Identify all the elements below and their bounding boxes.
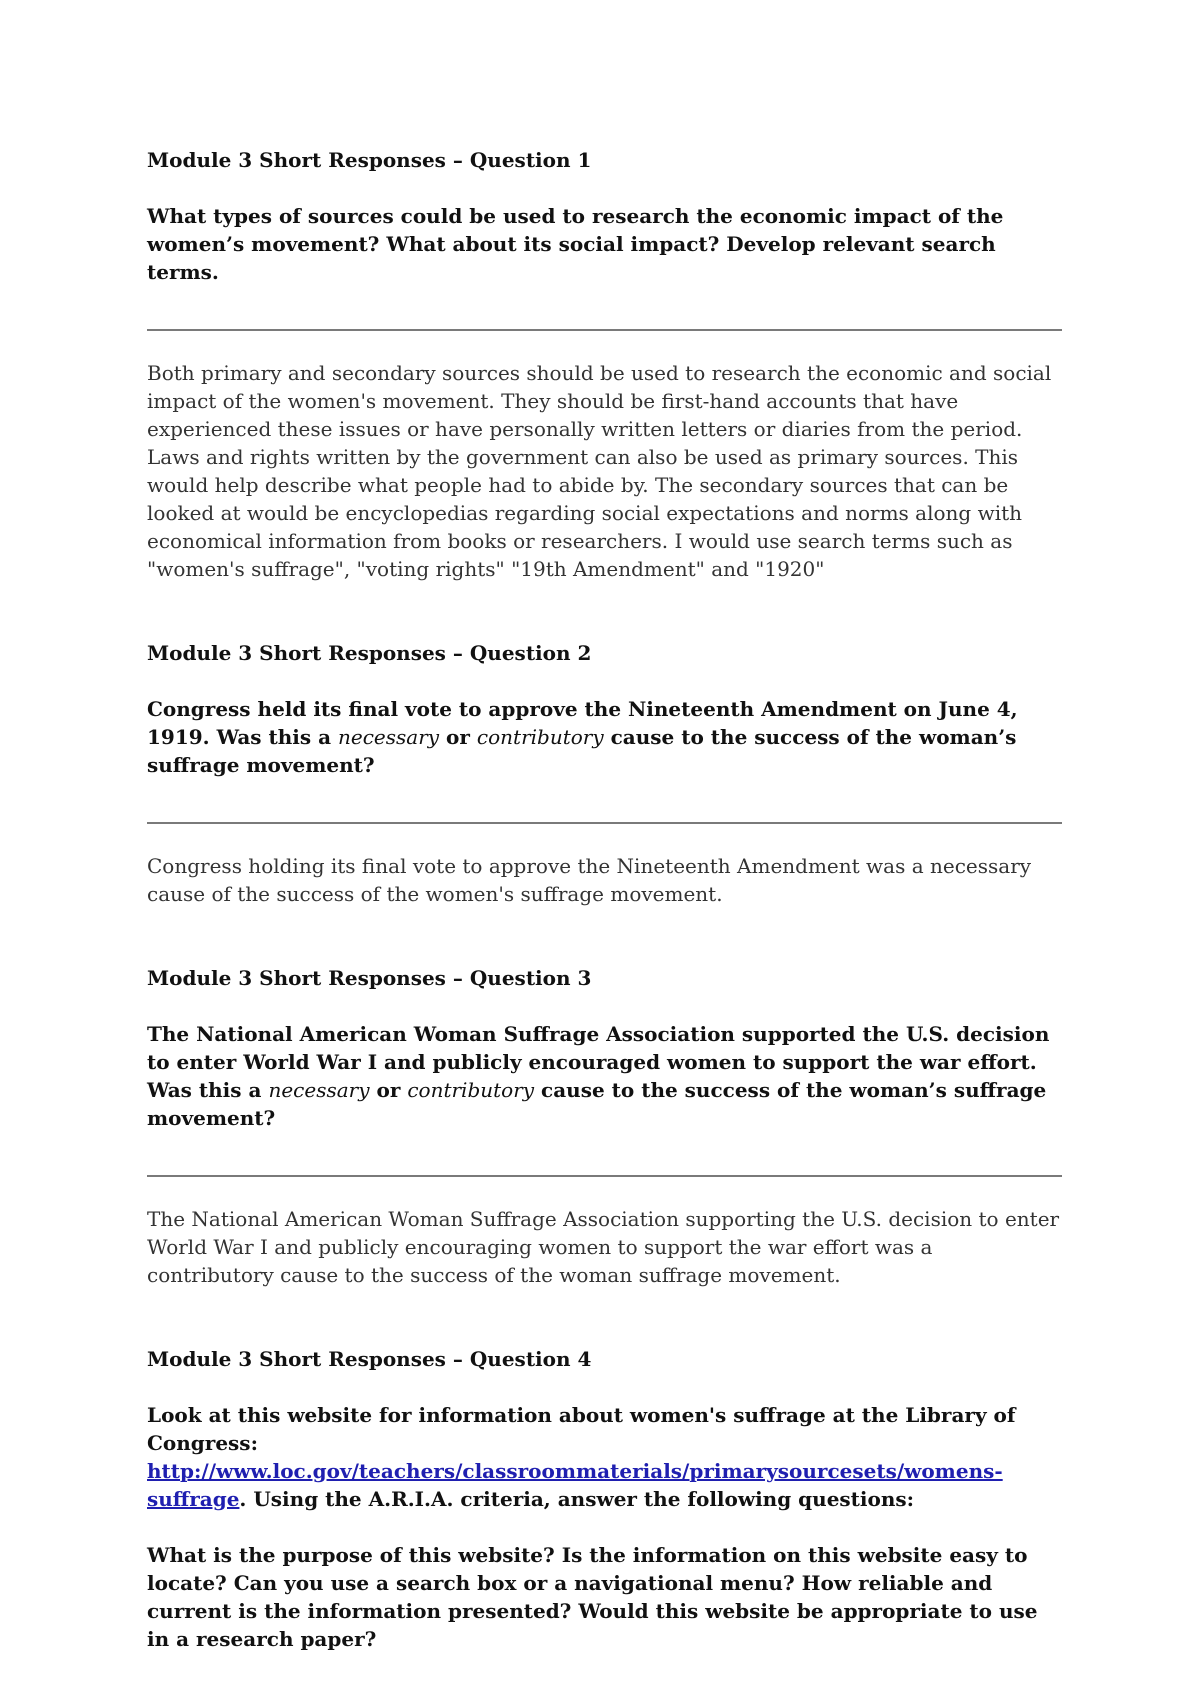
question-3-prompt-contributory: contributory: [407, 1078, 535, 1102]
question-4-prompt: [147, 1401, 1062, 1513]
question-3-divider: [147, 1175, 1062, 1177]
question-1-divider: [147, 329, 1062, 331]
question-4-prompt-start: Look at this website for information about women's suffrage at the Library of Congress:: [147, 1403, 1016, 1455]
question-4-aria-questions: What is the purpose of this website? Is the information on this website easy to locate? Can you use a search box or a navigational menu? How reliable and current is the information presented? Would this website be appropriate to use in a research paper?: [147, 1543, 1038, 1651]
question-1-prompt: What types of sources could be used to research the economic impact of the women’s movement? What about its social impact? Develop relevant search terms.: [147, 204, 1004, 284]
question-1-heading: Module 3 Short Responses – Question 1: [147, 148, 592, 172]
question-2-prompt-end: cause to the success of the woman’s suffrage movement?: [147, 725, 1017, 777]
question-3-prompt-start: The National American Woman Suffrage Association supported the U.S. decision to enter World War I and publicly encouraged women to support the war effort. Was this a: [147, 1022, 1050, 1102]
question-2-answer: Congress holding its final vote to approve the Nineteenth Amendment was a necessary cause of the success of the women's suffrage movement.: [147, 854, 1032, 906]
library-of-congress-link[interactable]: http://www.loc.gov/teachers/classroommaterials/primarysourcesets/womens-suffrage: [147, 1459, 1003, 1511]
question-2-divider: [147, 822, 1062, 824]
question-2-prompt-or: or: [439, 725, 477, 749]
document-page: [147, 138, 1062, 1653]
question-3-prompt-necessary: necessary: [268, 1078, 370, 1102]
question-3-answer: The National American Woman Suffrage Association supporting the U.S. decision to enter World War I and publicly encouraging women to support the war effort was a contributory cause to the success of the woman suffrage movement.: [147, 1207, 1060, 1287]
question-3-heading: Module 3 Short Responses – Question 3: [147, 966, 592, 990]
question-1-answer: Both primary and secondary sources should be used to research the economic and social impact of the women's movement. They should be first-hand accounts that have experienced these issues or have personally written letters or diaries from the period. Laws and rights written by the government can also be used as primary sources. This would help describe what people had to abide by. The secondary sources that can be looked at would be encyclopedias regarding social expectations and norms along with economical information from books or researchers. I would use search terms such as "women's suffrage", "voting rights" "19th Amendment" and "1920": [147, 361, 1052, 581]
question-4-prompt-end: . Using the A.R.I.A. criteria, answer the following questions:: [239, 1487, 915, 1511]
question-2-prompt: [147, 695, 1062, 779]
question-3-prompt: [147, 1020, 1062, 1132]
question-2-prompt-necessary: necessary: [338, 725, 440, 749]
question-2-heading: Module 3 Short Responses – Question 2: [147, 641, 592, 665]
question-2-prompt-contributory: contributory: [476, 725, 604, 749]
question-3-prompt-end: cause to the success of the woman’s suffrage movement?: [147, 1078, 1047, 1130]
question-4-heading: Module 3 Short Responses – Question 4: [147, 1347, 592, 1371]
question-3-prompt-or: or: [369, 1078, 408, 1102]
question-2-prompt-start: Congress held its final vote to approve the Nineteenth Amendment on June 4, 1919. Was this a: [147, 697, 1018, 749]
